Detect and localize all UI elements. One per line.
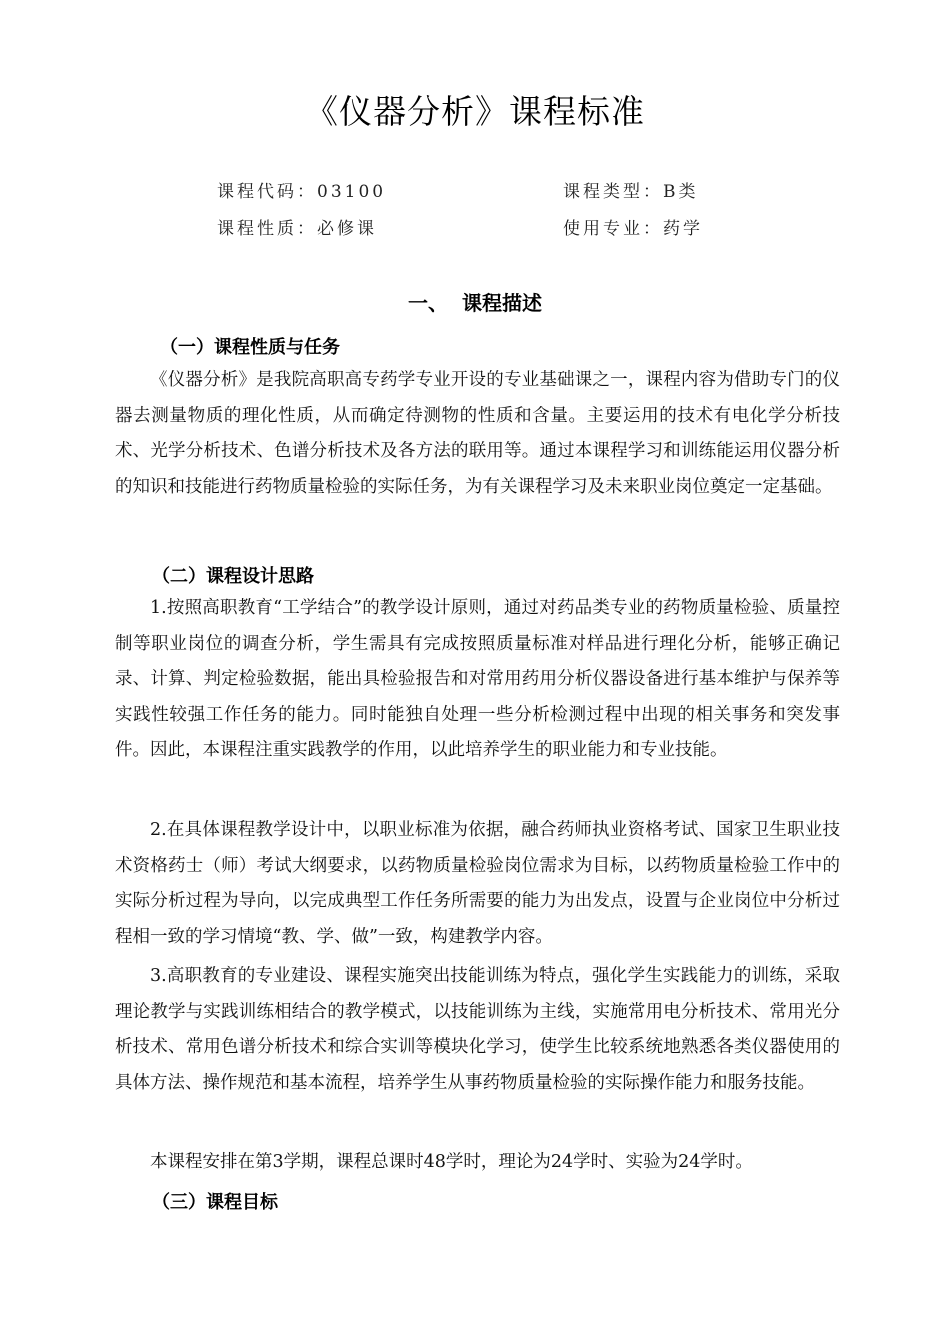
paragraph-design-2: 2.在具体课程教学设计中，以职业标准为依据，融合药师执业资格考试、国家卫生职业技术资格药士（师）考试大纲要求，以药物质量检验岗位需求为目标，以药物质量检验工作中的实际分析过程为导向，以完成典型工作任务所需要的能力为出发点，设置与企业岗位中分析过程相一致的学习情境“教、学、做”一致，构建教学内容。 [115,820,840,947]
paragraph-design-3: 3.高职教育的专业建设、课程实施突出技能训练为特点，强化学生实践能力的训练，采取理论教学与实践训练相结合的教学模式，以技能训练为主线，实施常用电分析技术、常用光分析技术、常用色谱分析技术和综合实训等模块化学习，使学生比较系统地熟悉各类仪器使用的具体方法、操作规范和基本流程，培养学生从事药物质量检验的实际操作能力和服务技能。 [115,966,840,1093]
course-code: 课程代码：03100 [217,182,387,202]
paragraph-design-1: 1.按照高职教育“工学结合”的教学设计原则，通过对药品类专业的药物质量检验、质量控制等职业岗位的调查分析，学生需具有完成按照质量标准对样品进行理化分析，能够正确记录、计算、判定检验数据，能出具检验报告和对常用药用分析仪器设备进行基本维护与保养等实践性较强工作任务的能力。同时能独自处理一些分析检测过程中出现的相关事务和突发事件。因此，本课程注重实践教学的作用，以此培养学生的职业能力和专业技能。 [115,598,840,761]
paragraph-schedule: 本课程安排在第3学期，课程总课时48学时，理论为24学时、实验为24学时。 [150,1152,753,1172]
section-heading-course-description: 一、 课程描述 [408,291,542,315]
document-title: 《仪器分析》课程标准 [305,92,645,131]
subsection-heading-nature-tasks: （一）课程性质与任务 [160,337,340,358]
subsection-heading-design-ideas: （二）课程设计思路 [152,566,314,587]
subsection-heading-course-goals: （三）课程目标 [152,1192,278,1213]
course-major: 使用专业：药学 [563,219,703,239]
course-nature: 课程性质：必修课 [217,219,377,239]
course-type: 课程类型：B类 [563,182,699,202]
paragraph-nature-tasks: 《仪器分析》是我院高职高专药学专业开设的专业基础课之一，课程内容为借助专门的仪器去测量物质的理化性质，从而确定待测物的性质和含量。主要运用的技术有电化学分析技术、光学分析技术、色谱分析技术及各方法的联用等。通过本课程学习和训练能运用仪器分析的知识和技能进行药物质量检验的实际任务，为有关课程学习及未来职业岗位奠定一定基础。 [115,370,840,497]
